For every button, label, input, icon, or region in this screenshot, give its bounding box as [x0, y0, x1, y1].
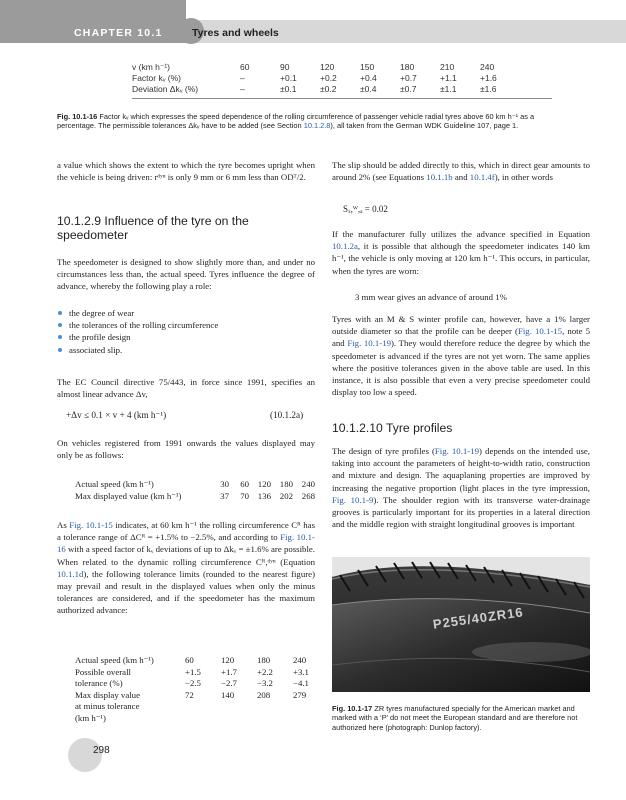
equation-link[interactable]: 10.1.4f [469, 172, 495, 183]
tyre-photo [332, 557, 590, 692]
list-item: the degree of wear [57, 307, 315, 319]
chapter-title: Tyres and wheels [192, 27, 279, 39]
figure-caption-16: Fig. 10.1-16 Factor kᵥ which expresses the speed dependence of the rolling circumference of passenger vehicle radial tyres above 60 km h⁻¹ as a percentage. The permissible tolerances Δkᵥ have to be added (see Section 10.1.2.8), all taken from the German WDK Guideline 107, page 1. [57, 112, 535, 131]
speed-factor-table [132, 62, 510, 94]
table-row: at minus tolerance [75, 701, 140, 711]
tolerance-table [75, 655, 323, 724]
slip-equation: Sₓ,ᵂ,ₐ = 0.02 [343, 204, 388, 214]
figure-link[interactable]: Fig. 10.1-19 [434, 446, 480, 456]
paragraph: a value which shows the extent to which the tyre becomes upright when the vehicle is being driven: rᵈʸⁿ is only 9 mm or 6 mm less than ODᵀ/2. [57, 160, 315, 183]
chapter-label: CHAPTER 10.1 [74, 27, 163, 39]
table-row: Deviation Δkᵥ (%) – ±0.1 ±0.2 ±0.4 ±0.7 ±1.1 ±1.6 [132, 83, 497, 94]
paragraph: The design of tyre profiles (Fig. 10.1-19) depends on the intended use, taking into account the parameters of height-to-width ratio, construction and mixture and design. The aquaplaning properties are improved by increasing the negative proportion (light places in the tyre impression, Fig. 10.1-9). The shoulder region with its transverse water-drainage grooves is particularly important for its properties in a lateral direction and the middle region with straight longitudinal grooves is important [332, 446, 590, 530]
paragraph: Tyres with an M & S winter profile can, however, have a 1% larger outside diameter so that the profile can be deeper (Fig. 10.1-15, note 5 and Fig. 10.1-19). They would therefore reduce the degree by which the speedometer is advanced if the tyres are not yet worn. The same applies where the positive tolerances given in the above table are used. In this instance, it is also possible that even a very precise speedometer could display too low a speed. [332, 314, 590, 398]
equation-number: (10.1.2a) [270, 410, 304, 420]
paragraph: As Fig. 10.1-15 indicates, at 60 km h⁻¹ the rolling circumference Cᴿ has a tolerance range of ΔCᴿ = +1.5% to −2.5%, and according to Fig. 10.1-16 with a speed factor of kᵥ deviations of up to Δkᵥ = ±1.6% are possible. When related to the dynamic rolling circumference Cᴿ,ᵈʸⁿ (Equation 10.1.1d), the following tolerance limits (rounded to the nearest figure) may prevail and result in the displayed values when only the minus tolerances are considered, and if the speedometer has the maximum authorized advance: [57, 520, 315, 616]
table-row: (km h⁻¹) [75, 712, 106, 723]
list-item: the tolerances of the rolling circumference [57, 319, 315, 331]
table-rule [132, 98, 552, 99]
wear-statement: 3 mm wear gives an advance of around 1% [355, 292, 507, 302]
table-row: Max displayed value (km h⁻¹) 37 70 136 202 268 [75, 490, 315, 501]
table-row: tolerance (%) −2.5 −2.7 −3.2 −4.1 [75, 678, 309, 688]
equation-link[interactable]: 10.1.1b [426, 172, 453, 183]
section-heading-1029: 10.1.2.9 Influence of the tyre on the speedometer [57, 214, 249, 242]
equation-link[interactable]: 10.1.1d [57, 568, 84, 579]
table-row: Max display value 72 140 208 279 [75, 689, 307, 700]
speed-display-table [75, 479, 315, 502]
paragraph: If the manufacturer fully utilizes the advance specified in Equation 10.1.2a, it is possible that although the speedometer indicates 140 km h⁻¹, the vehicle is only moving at 120 km h⁻¹. This occurs, in particular, when the tyres are worn: [332, 229, 590, 276]
paragraph: The speedometer is designed to show slightly more than, and under no circumstances less than, the actual speed. Tyres influence the degree of advance, whereby the following play a role: [57, 257, 315, 292]
paragraph: The slip should be added directly to this, which in direct gear amounts to around 2% (see Equations 10.1.1b and 10.1.4f), in other words [332, 160, 590, 183]
paragraph: On vehicles registered from 1991 onwards the values displayed may only be as follows: [57, 438, 315, 461]
figure-link[interactable]: Fig. 10.1-9 [332, 494, 374, 505]
list-item: the profile design [57, 331, 315, 343]
figure-link[interactable]: Fig. 10.1-16 [57, 532, 315, 555]
section-heading-10210: 10.1.2.10 Tyre profiles [332, 421, 453, 435]
paragraph: The EC Council directive 75/443, in force since 1991, specifies an almost linear advance Δv, [57, 377, 315, 400]
equation-link[interactable]: 10.1.2a [332, 241, 358, 252]
tyre-sidewall-text: P255/40ZR16 [432, 604, 525, 632]
figure-caption-17: Fig. 10.1-17 ZR tyres manufactured specially for the American market and marked with a ‘P’ do not meet the European standard and are therefore not authorized here (photograph: Dunlop factory). [332, 704, 578, 732]
section-link[interactable]: 10.1.2.8 [303, 121, 331, 131]
table-row: Possible overall +1.5 +1.7 +2.2 +3.1 [75, 666, 309, 677]
equation: +Δv ≤ 0.1 × v + 4 (km h⁻¹) [66, 410, 167, 420]
table-row: v (km h⁻¹) 60 90 120 150 180 210 240 [132, 62, 495, 72]
figure-link[interactable]: Fig. 10.1-19 [347, 338, 391, 349]
figure-link[interactable]: Fig. 10.1-15 [69, 520, 113, 530]
bullet-list [57, 307, 315, 356]
page-number: 298 [93, 745, 110, 756]
chapter-header [0, 0, 626, 43]
list-item: associated slip. [57, 344, 315, 356]
table-row: Factor kᵥ (%) – +0.1 +0.2 +0.4 +0.7 +1.1 +1.6 [132, 73, 497, 83]
table-row: Actual speed (km h⁻¹) 30 60 120 180 240 [75, 479, 315, 489]
figure-link[interactable]: Fig. 10.1-15 [517, 326, 563, 337]
table-row: Actual speed (km h⁻¹) 60 120 180 240 [75, 655, 307, 665]
